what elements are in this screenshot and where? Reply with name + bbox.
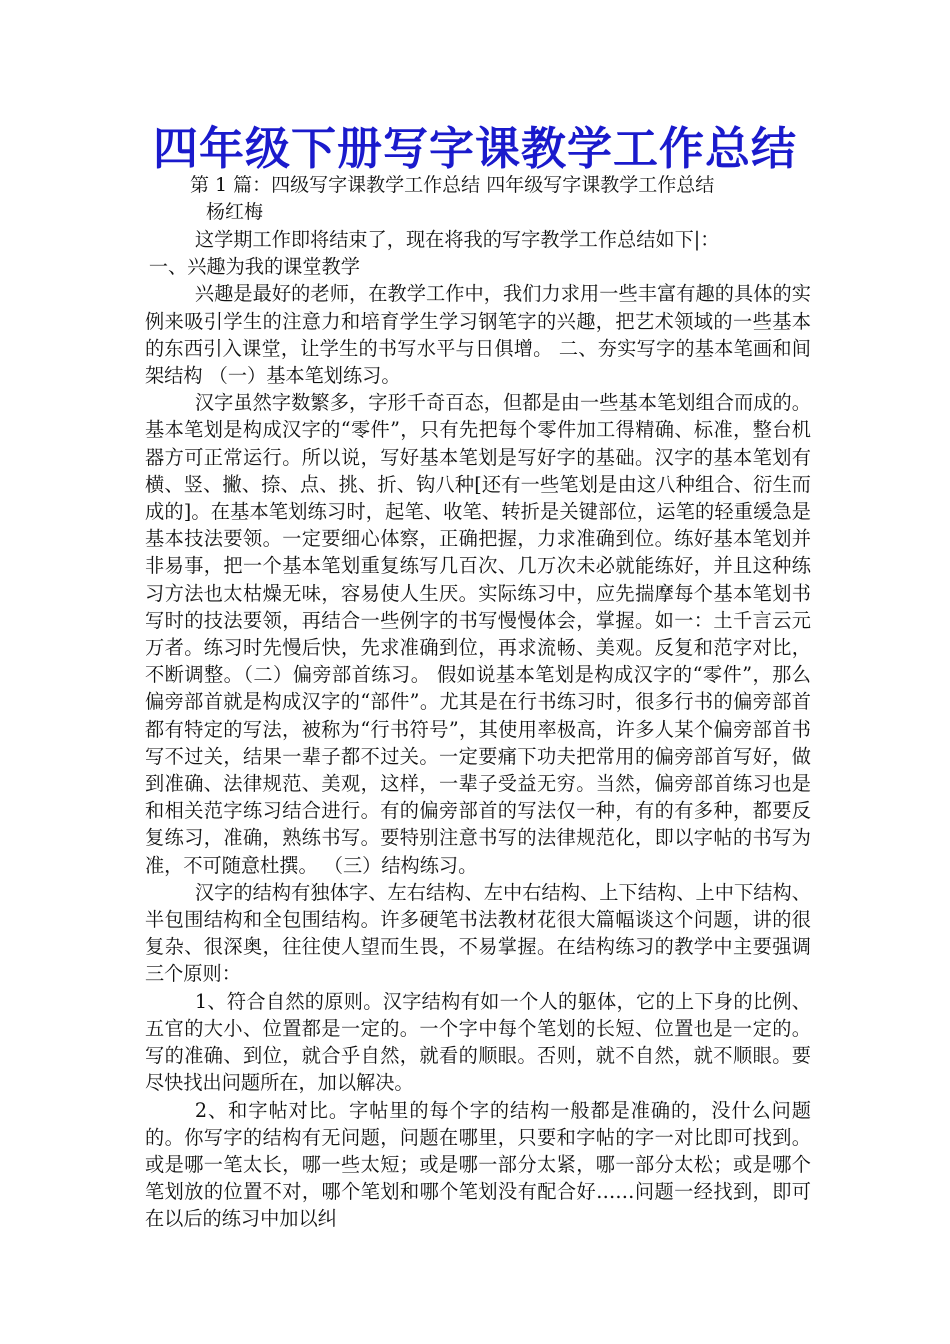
document-subtitle: 第 1 篇：四级写字课教学工作总结 四年级写字课教学工作总结 xyxy=(190,174,715,196)
document-title: 四年级下册写字课教学工作总结 xyxy=(152,122,797,175)
paragraph: 1、符合自然的原则。汉字结构有如一个人的躯体，它的上下身的比例、五官的大小、位置都是一定的。一个字中每个笔划的长短、位置也是一定的。写的准确、到位，就合乎自然，就看的顺眼。否则，就不自然，就不顺眼。要尽快找出问题所在，加以解决。 xyxy=(145,989,811,1095)
paragraph: 汉字的结构有独体字、左右结构、左中右结构、上下结构、上中下结构、半包围结构和全包围结构。许多硬笔书法教材花很大篇幅谈这个问题，讲的很复杂、很深奥，往往使人望而生畏，不易掌握。在结构练习的教学中主要强调三个原则： xyxy=(145,880,811,986)
paragraph: 汉字虽然字数繁多，字形千奇百态，但都是由一些基本笔划组合而成的。基本笔划是构成汉字的“零件”，只有先把每个零件加工得精确、标准，整台机器方可正常运行。所以说，写好基本笔划是写好字的基础。汉字的基本笔划有横、竖、撇、捺、点、挑、折、钩八种[还有一些笔划是由这八种组合、衍生而成的]。在基本笔划练习时，起笔、收笔、转折是关键部位，运笔的轻重缓急是基本技法要领。一定要细心体察，正确把握，力求准确到位。练好基本笔划并非易事，把一个基本笔划重复练写几百次、几万次未必就能练好，并且这种练习方法也太枯燥无味，容易使人生厌。实际练习中，应先揣摩每个基本笔划书写时的技法要领，再结合一些例字的书写慢慢体会，掌握。如一：土千言云元万者。练习时先慢后快，先求准确到位，再求流畅、美观。反复和范字对比，不断调整。（二）偏旁部首练习。 假如说基本笔划是构成汉字的“零件”，那么偏旁部首就是构成汉字的“部件”。尤其是在行书练习时，很多行书的偏旁部首都有特定的写法，被称为“行书符号”，其使用率极高，许多人某个偏旁部首书写不过关，结果一辈子都不过关。一定要痛下功夫把常用的偏旁部首写好，做到准确、法律规范、美观，这样，一辈子受益无穷。当然，偏旁部首练习也是和相关范字练习结合进行。有的偏旁部首的写法仅一种，有的有多种，都要反复练习，准确，熟练书写。要特别注意书写的法律规范化，即以字帖的书写为准，不可随意杜撰。 （三）结构练习。 xyxy=(145,391,811,877)
document-body xyxy=(145,226,811,1233)
section-heading: 一、兴趣为我的课堂教学 xyxy=(148,255,360,279)
paragraph: 兴趣是最好的老师，在教学工作中，我们力求用一些丰富有趣的具体的实例来吸引学生的注意力和培育学生学习钢笔字的兴趣，把艺术领域的一些基本的东西引入课堂，让学生的书写水平与日俱增。 二、夯实写字的基本笔画和间架结构 （一）基本笔划练习。 xyxy=(145,282,811,388)
paragraph-intro: 这学期工作即将结束了，现在将我的写字教学工作总结如下|： xyxy=(194,228,720,251)
document-author: 杨红梅 xyxy=(206,201,264,223)
paragraph: 2、和字帖对比。字帖里的每个字的结构一般都是准确的，没什么问题的。你写字的结构有无问题，问题在哪里，只要和字帖的字一对比即可找到。或是哪一笔太长，哪一些太短；或是哪一部分太紧，哪一部分太松；或是哪个笔划放的位置不对，哪个笔划和哪个笔划没有配合好……问题一经找到，即可在以后的练习中加以纠 xyxy=(145,1098,811,1231)
